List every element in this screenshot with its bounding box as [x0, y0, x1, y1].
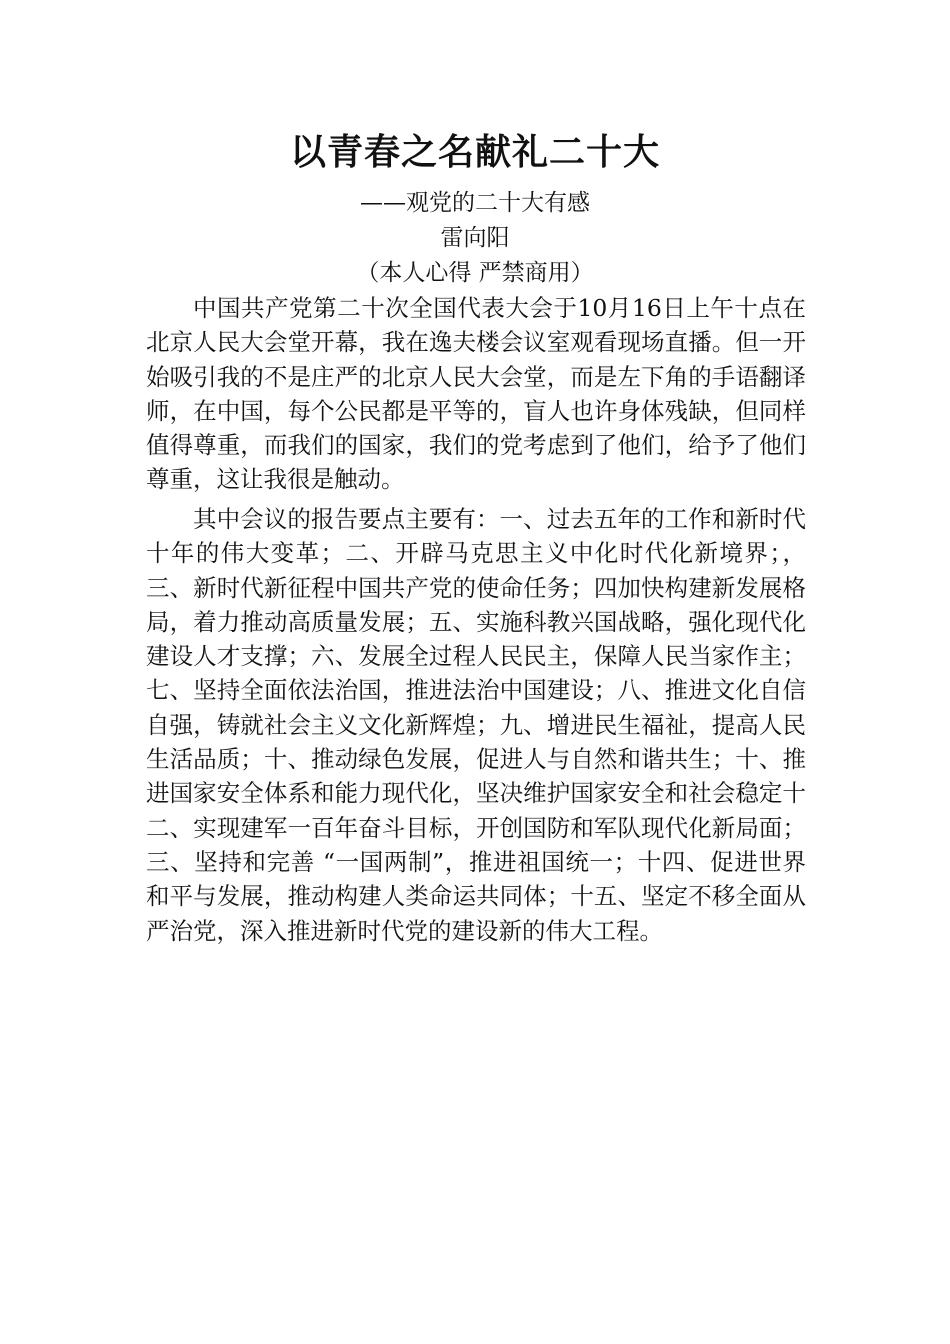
author-name: 雷向阳 — [440, 225, 510, 251]
document-title: 以青春之名献礼二十大 — [289, 131, 660, 173]
document-subtitle: ——观党的二十大有感 — [360, 190, 590, 216]
body-paragraph-1: 中国共产党第二十次全国代表大会于10月16日上午十点在北京人民大会堂开幕，我在逸夫楼会议室观看现场直播。但一开始吸引我的不是庄严的北京人民大会堂，而是左下角的手语翻译师，在中国，每个公民都是平等的，盲人也许身体残缺，但同样值得尊重，而我们的国家，我们的党考虑到了他们，给予了他们尊重，这让我很是触动。 — [146, 294, 806, 494]
usage-notice: （本人心得 严禁商用） — [356, 260, 594, 286]
body-paragraph-2: 其中会议的报告要点主要有：一、过去五年的工作和新时代十年的伟大变革；二、开辟马克思主义中化时代化新境界；，三、新时代新征程中国共产党的使命任务；四加快构建新发展格局，着力推动高质量发展；五、实施科教兴国战略，强化现代化建设人才支撑；六、发展全过程人民民主，保障人民当家作主；七、坚持全面依法治国，推进法治中国建设；八、推进文化自信自强，铸就社会主义文化新辉煌；九、增进民生福祉，提高人民生活品质；十、推动绿色发展，促进人与自然和谐共生；十、推进国家安全体系和能力现代化，坚决维护国家安全和社会稳定十二、实现建军一百年奋斗目标，开创国防和军队现代化新局面；三、坚持和完善 “一国两制”，推进祖国统一；十四、促进世界和平与发展，推动构建人类命运共同体；十五、坚定不移全面从严治党，深入推进新时代党的建设新的伟大工程。 — [146, 505, 806, 945]
